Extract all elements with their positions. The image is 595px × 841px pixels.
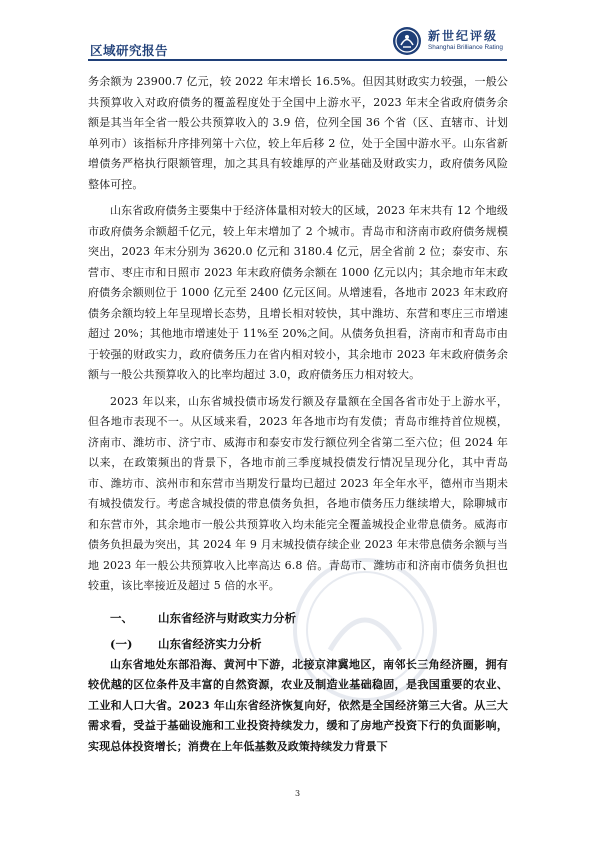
section-number: 一、	[110, 610, 133, 625]
section-heading	[88, 607, 508, 629]
page-header	[0, 0, 595, 66]
subsection-title: 山东省经济实力分析	[158, 636, 262, 651]
subsection-heading	[88, 633, 508, 655]
body-paragraph: 务余额为 23900.7 亿元，较 2022 年末增长 16.5%。但因其财政实力较强，一般公共预算收入对政府债务的覆盖程度处于全国中上游水平，2023 年末全省政府债务余额是其当年全省一般公共预算收入的 3.9 倍，位列全国 36 个省（区、直辖市、计划单列市）该指标升序排列第十六位，较上年后移 2 位，处于全国中游水平。山东省新增债务严格执行限额管理，加之其具有较雄厚的产业基础及财政实力，政府债务风险整体可控。	[88, 75, 508, 191]
logo-english-name: Shanghai Brilliance Rating	[428, 44, 503, 51]
page-number: 3	[294, 789, 301, 798]
body-paragraph: 山东省政府债务主要集中于经济体量相对较大的区域，2023 年末共有 12 个地级市政府债务余额超千亿元，较上年末增加了 2 个城市。青岛市和济南市政府债务规模突出，2023 年末分别为 3620.0 亿元和 3180.4 亿元，居全省前 2 位；泰安市、东营市、枣庄市和日照市 2023 年末政府债务余额在 1000 亿元以内；其余地市年末政府债务余额则位于 1000 亿元至 2400 亿元区间。从增速看，各地市 2023 年末政府债务余额均较上年呈现增长态势，且增长相对较快，其中潍坊、东营和枣庄三市增速超过 20%；其他地市增速处于 11%至 20%之间。从债务负担看，济南市和青岛市由于较强的财政实力，政府债务压力在省内相对较小，其余地市 2023 年末政府债务余额与一般公共预算收入的比率均超过 3.0，政府债务压力相对较大。	[88, 204, 508, 381]
logo-chinese-name: 新世纪评级	[428, 29, 499, 43]
document-body	[88, 72, 508, 757]
section-title: 山东省经济与财政实力分析	[158, 610, 296, 625]
report-title: 区域研究报告	[90, 43, 169, 58]
subsection-number: (一)	[110, 636, 133, 651]
body-paragraph: 2023 年以来，山东省城投债市场发行额及存量额在全国各省市处于上游水平，但各地市表现不一。从区域来看，2023 年各地市均有发债；青岛市维持首位规模，济南市、潍坊市、济宁市、威海市和泰安市发行额位列全省第二至六位；但 2024 年以来，在政策频出的背景下，各地市前三季度城投债发行情况呈现分化，其中青岛市、潍坊市、滨州市和东营市当期发行量均已超过 2023 年全年水平，德州市当期未有城投债发行。考虑含城投债的带息债务负担，各地市债务压力继续增大，除聊城市和东营市外，其余地市一般公共预算收入均未能完全覆盖城投企业带息债务。威海市债务负担最为突出，其 2024 年 9 月末城投债存续企业 2023 年末带息债务余额与当地 2023 年一般公共预算收入比率高达 6.8 倍。青岛市、潍坊市和济南市债务负担也较重，该比率接近及超过 5 倍的水平。	[88, 394, 508, 592]
body-paragraph-bold: 山东省地处东部沿海、黄河中下游，北接京津冀地区，南邻长三角经济圈，拥有较优越的区位条件及丰富的自然资源，农业及制造业基础稳固，是我国重要的农业、工业和人口大省。2023 年山东省经济恢复向好，依然是全国经济第三大省。从三大需求看，受益于基础设施和工业投资持续发力，缓和了房地产投资下行的负面影响，实现总体投资增长；消费在上年低基数及政策持续发力背景下	[88, 657, 508, 753]
company-logo	[392, 26, 510, 56]
header-divider	[88, 59, 507, 61]
logo-emblem-icon	[392, 26, 422, 56]
